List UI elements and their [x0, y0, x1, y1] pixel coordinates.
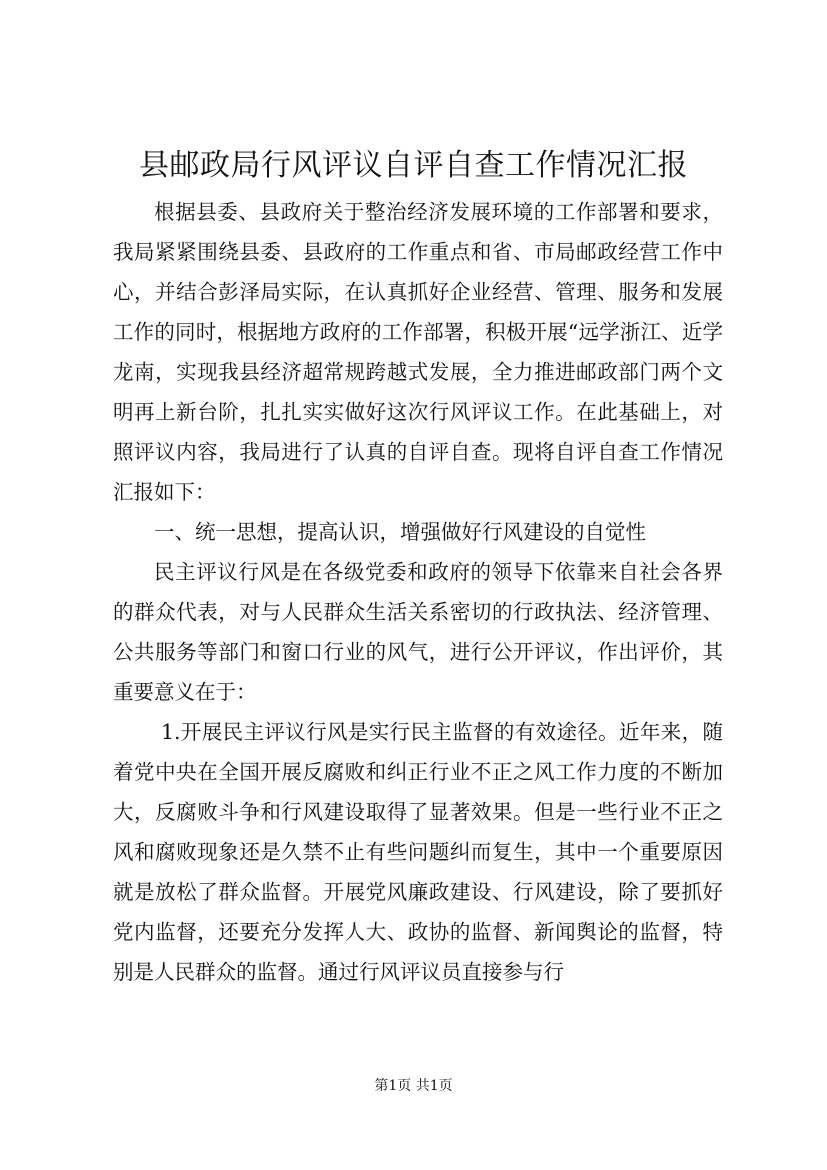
document-title: 县邮政局行风评议自评自查工作情况汇报	[139, 148, 688, 183]
page-footer: 第1页 共1页	[374, 1078, 453, 1094]
numbered-paragraph: 1.开展民主评议行风是实行民主监督的有效途径。近年来，随着党中央在全国开展反腐败和纠正行业不正之风工作力度的不断加大，反腐败斗争和行风建设取得了显著效果。但是一些行业不正之风和腐败现象还是久禁不止有些问题纠而复生，其中一个重要原因就是放松了群众监督。开展党风廉政建设、行风建设，除了要抓好党内监督，还要充分发挥人大、政协的监督、新闻舆论的监督，特别是人民群众的监督。通过行风评议员直接参与行	[113, 720, 723, 984]
intro-paragraph: 根据县委、县政府关于整治经济发展环境的工作部署和要求，我局紧紧围绕县委、县政府的工作重点和省、市局邮政经营工作中心，并结合彭泽局实际，在认真抓好企业经营、管理、服务和发展工作的同时，根据地方政府的工作部署，积极开展“远学浙江、近学龙南，实现我县经济超常规跨越式发展，全力推进邮政部门两个文明再上新台阶，扎扎实实做好这次行风评议工作。在此基础上，对照评议内容，我局进行了认真的自评自查。现将自评自查工作情况汇报如下：	[113, 200, 723, 504]
body-paragraph: 民主评议行风是在各级党委和政府的领导下依靠来自社会各界的群众代表，对与人民群众生活关系密切的行政执法、经济管理、公共服务等部门和窗口行业的风气，进行公开评议，作出评价，其重要意义在于：	[113, 560, 723, 704]
document-body	[113, 192, 723, 992]
section-heading: 一、统一思想，提高认识，增强做好行风建设的自觉性	[154, 520, 646, 544]
